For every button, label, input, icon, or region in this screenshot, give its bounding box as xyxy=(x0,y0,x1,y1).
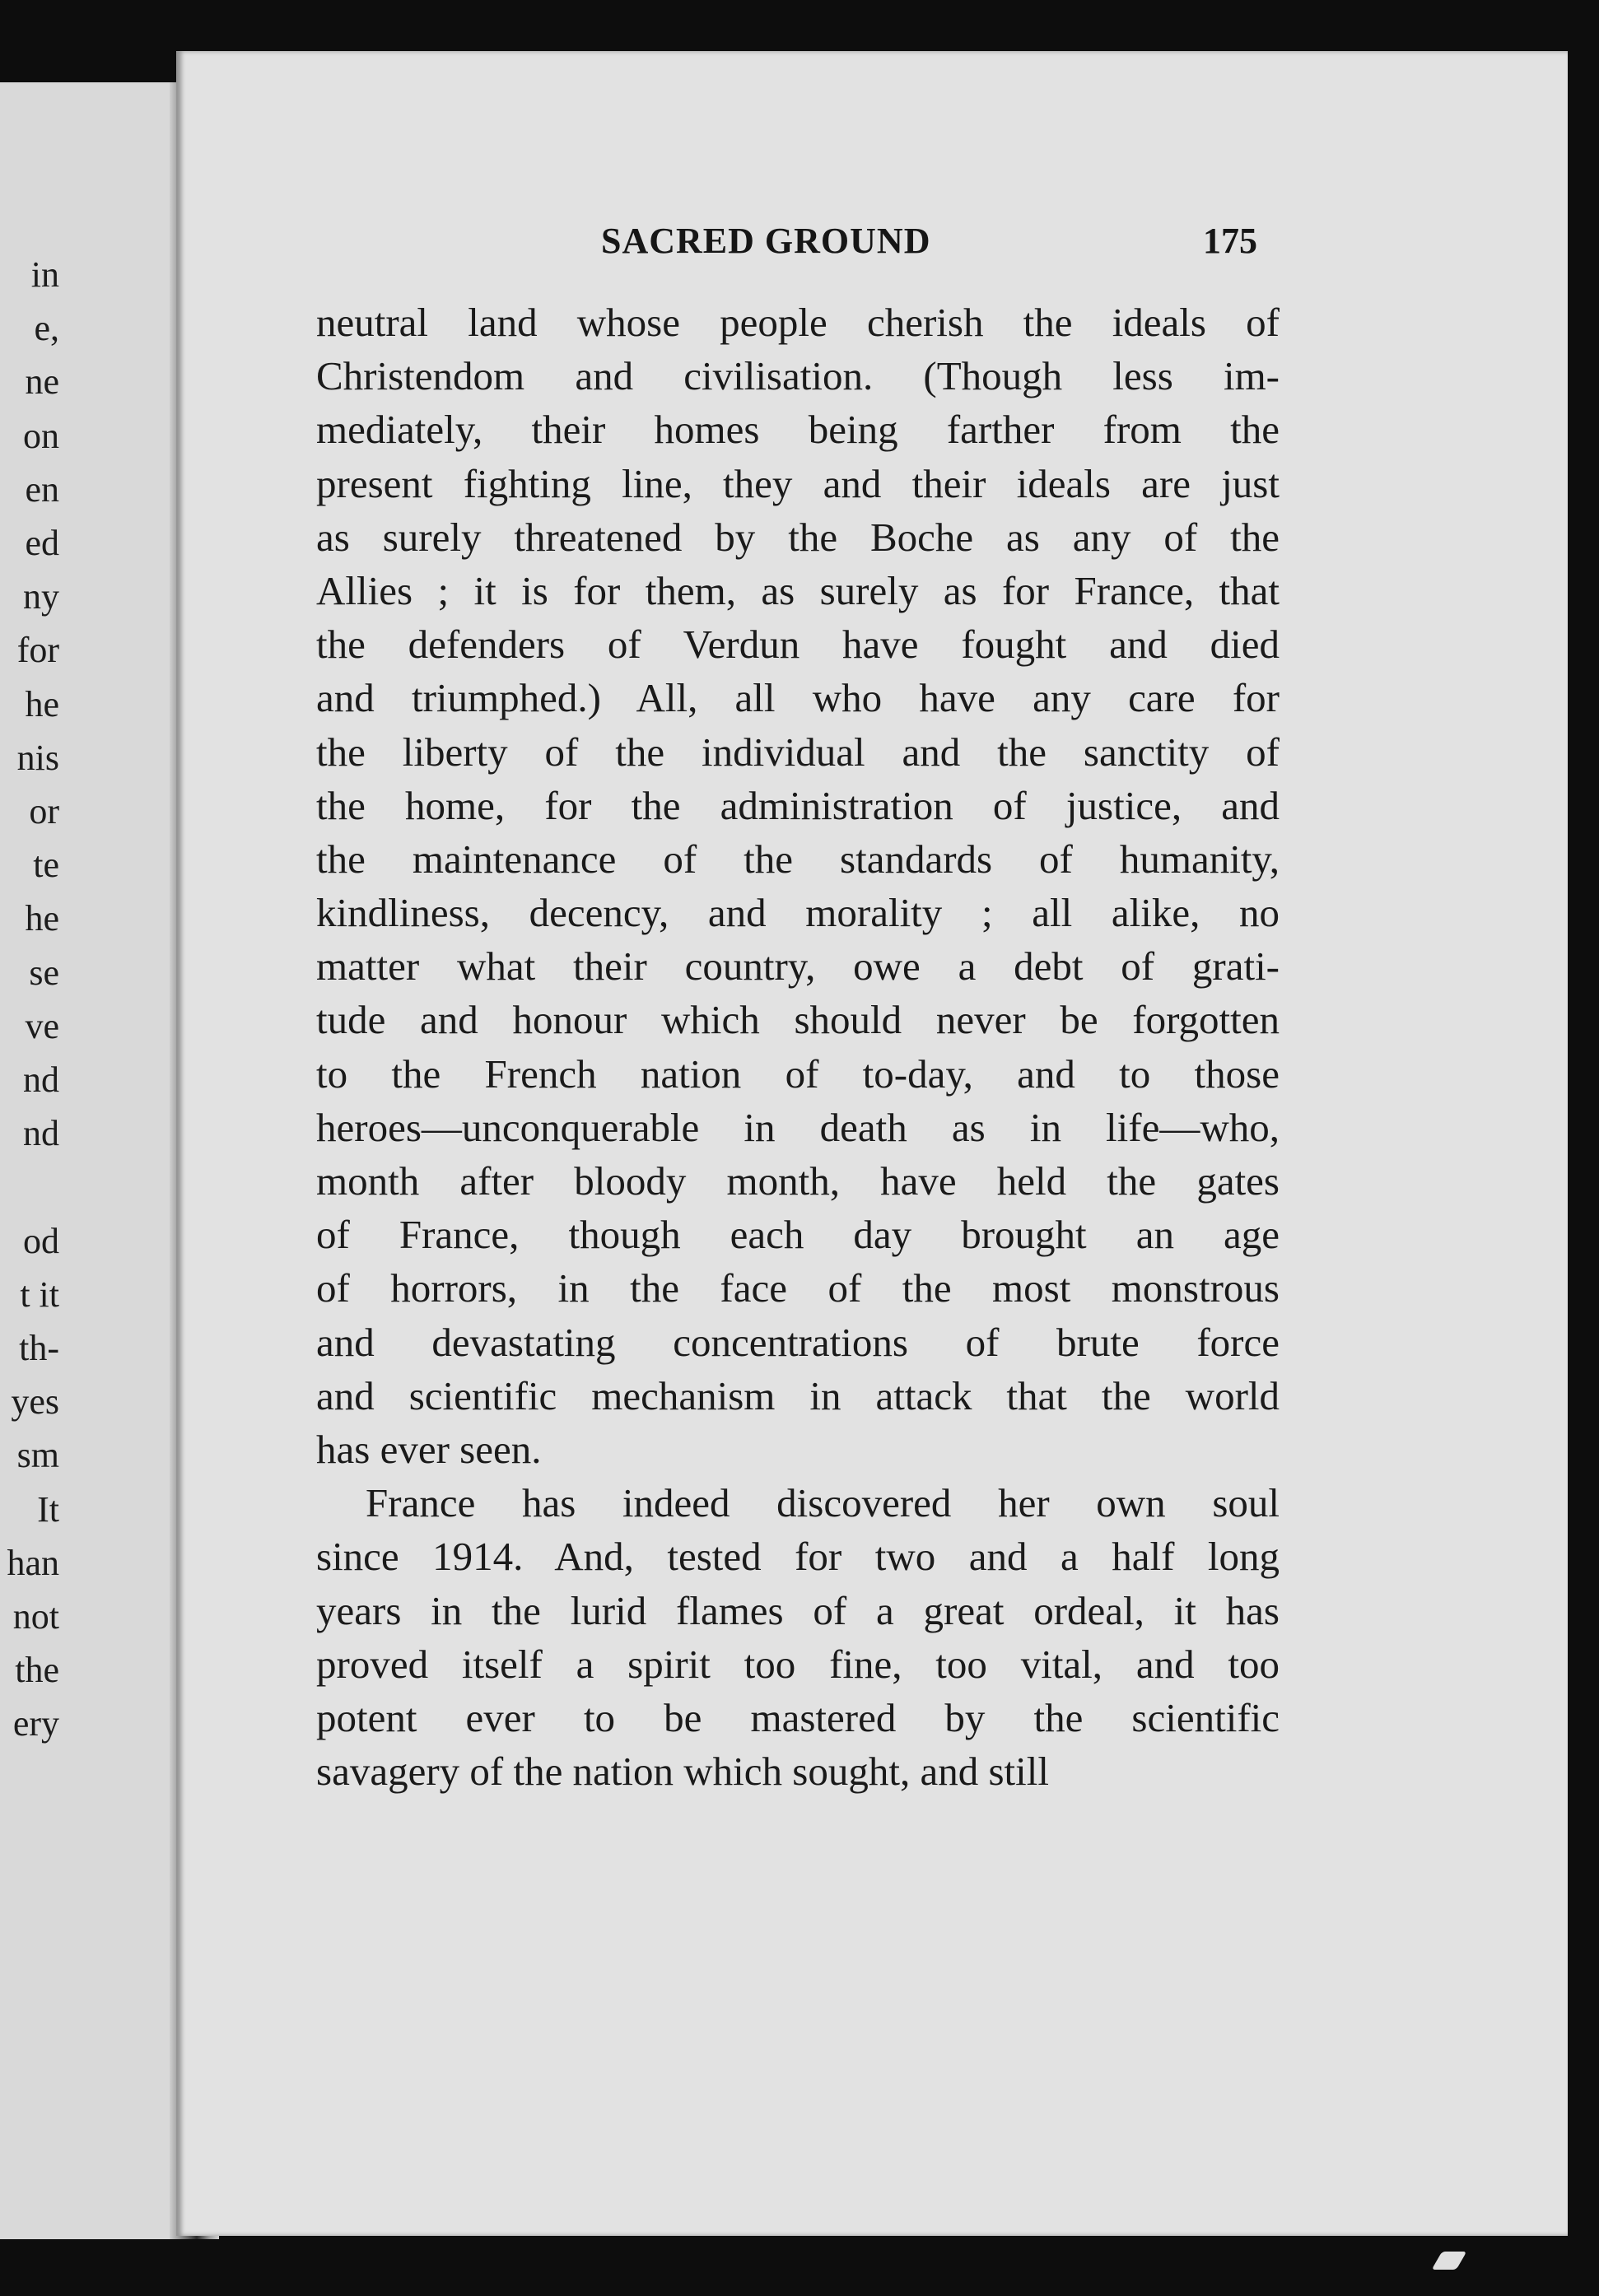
text-line: and devastating concentrations of brute force xyxy=(316,1319,1280,1365)
left-page-fragment: od xyxy=(23,1220,59,1261)
left-page-fragment: han xyxy=(7,1542,59,1583)
left-page-fragment: nis xyxy=(16,737,59,778)
left-page-fragment: or xyxy=(29,791,59,831)
text-line: of horrors, in the face of the most monstrous xyxy=(316,1265,1280,1311)
text-line: the liberty of the individual and the sanctity of xyxy=(316,729,1280,775)
text-line: month after bloody month, have held the gates xyxy=(316,1158,1280,1204)
text-line: heroes—unconquerable in death as in life—who, xyxy=(316,1104,1280,1150)
text-line: mediately, their homes being farther from the xyxy=(316,407,1280,453)
left-page-fragment: ve xyxy=(25,1005,59,1046)
left-page-fragment: ne xyxy=(25,361,59,403)
text-line: savagery of the nation which sought, and still xyxy=(316,1749,1049,1795)
text-line: has ever seen. xyxy=(316,1426,542,1472)
scan-corner-mark xyxy=(1432,2252,1467,2270)
text-line: as surely threatened by the Boche as any of the xyxy=(316,514,1280,560)
text-line: Allies ; it is for them, as surely as for France, that xyxy=(316,567,1280,613)
text-line: and triumphed.) All, all who have any care for xyxy=(316,675,1280,721)
left-page-fragment: for xyxy=(16,630,59,671)
text-line: Christendom and civilisation. (Though less im- xyxy=(316,353,1280,399)
left-page-fragment: he xyxy=(25,683,59,724)
left-page-fragment: in xyxy=(30,254,59,295)
left-page-fragment: nd xyxy=(23,1113,59,1154)
left-page-fragment: not xyxy=(12,1596,59,1637)
left-page-fragment: the xyxy=(15,1650,59,1691)
text-line: and scientific mechanism in attack that the world xyxy=(316,1372,1280,1418)
book-page xyxy=(176,51,1568,2236)
left-page-fragment: e, xyxy=(34,308,59,349)
left-page-fragment: te xyxy=(33,845,59,886)
text-line: potent ever to be mastered by the scientific xyxy=(316,1694,1280,1740)
text-line: tude and honour which should never be forgotten xyxy=(316,997,1280,1043)
left-page-fragment: en xyxy=(25,468,59,510)
text-line: to the French nation of to-day, and to those xyxy=(316,1050,1280,1097)
left-page-fragment: ed xyxy=(25,523,59,563)
left-page-fragment: It xyxy=(37,1488,59,1530)
left-page-fragment: ery xyxy=(12,1703,59,1744)
text-line: years in the lurid flames of a great ordeal, it has xyxy=(316,1587,1280,1633)
left-page-fragment: se xyxy=(29,952,59,993)
text-line: kindliness, decency, and morality ; all alike, no xyxy=(316,890,1280,936)
left-page-fragment: th- xyxy=(19,1328,59,1368)
left-page-fragment: on xyxy=(23,415,59,456)
text-line: neutral land whose people cherish the ideals of xyxy=(316,300,1280,345)
text-line: the home, for the administration of justice, and xyxy=(316,782,1280,828)
left-page-fragment: sm xyxy=(16,1435,59,1476)
left-page-fragment: nd xyxy=(23,1060,59,1100)
page-number: 175 xyxy=(1203,221,1257,261)
text-line: proved itself a spirit too fine, too vital, and too xyxy=(316,1641,1280,1687)
running-head: SACRED GROUND xyxy=(601,221,931,261)
text-line: since 1914. And, tested for two and a half long xyxy=(316,1534,1280,1580)
left-page-fragment: he xyxy=(25,898,59,939)
text-line: France has indeed discovered her own soul xyxy=(366,1480,1280,1526)
body-text xyxy=(316,296,1280,1798)
left-page-fragment: yes xyxy=(11,1381,59,1423)
text-line: the maintenance of the standards of humanity, xyxy=(316,836,1280,882)
left-page-fragment: ny xyxy=(23,576,59,617)
text-line: of France, though each day brought an age xyxy=(316,1212,1280,1258)
left-page-fragment: t it xyxy=(20,1274,59,1315)
text-line: present fighting line, they and their ideals are just xyxy=(316,460,1280,506)
text-line: matter what their country, owe a debt of grati- xyxy=(316,943,1280,990)
text-line: the defenders of Verdun have fought and died xyxy=(316,622,1280,668)
